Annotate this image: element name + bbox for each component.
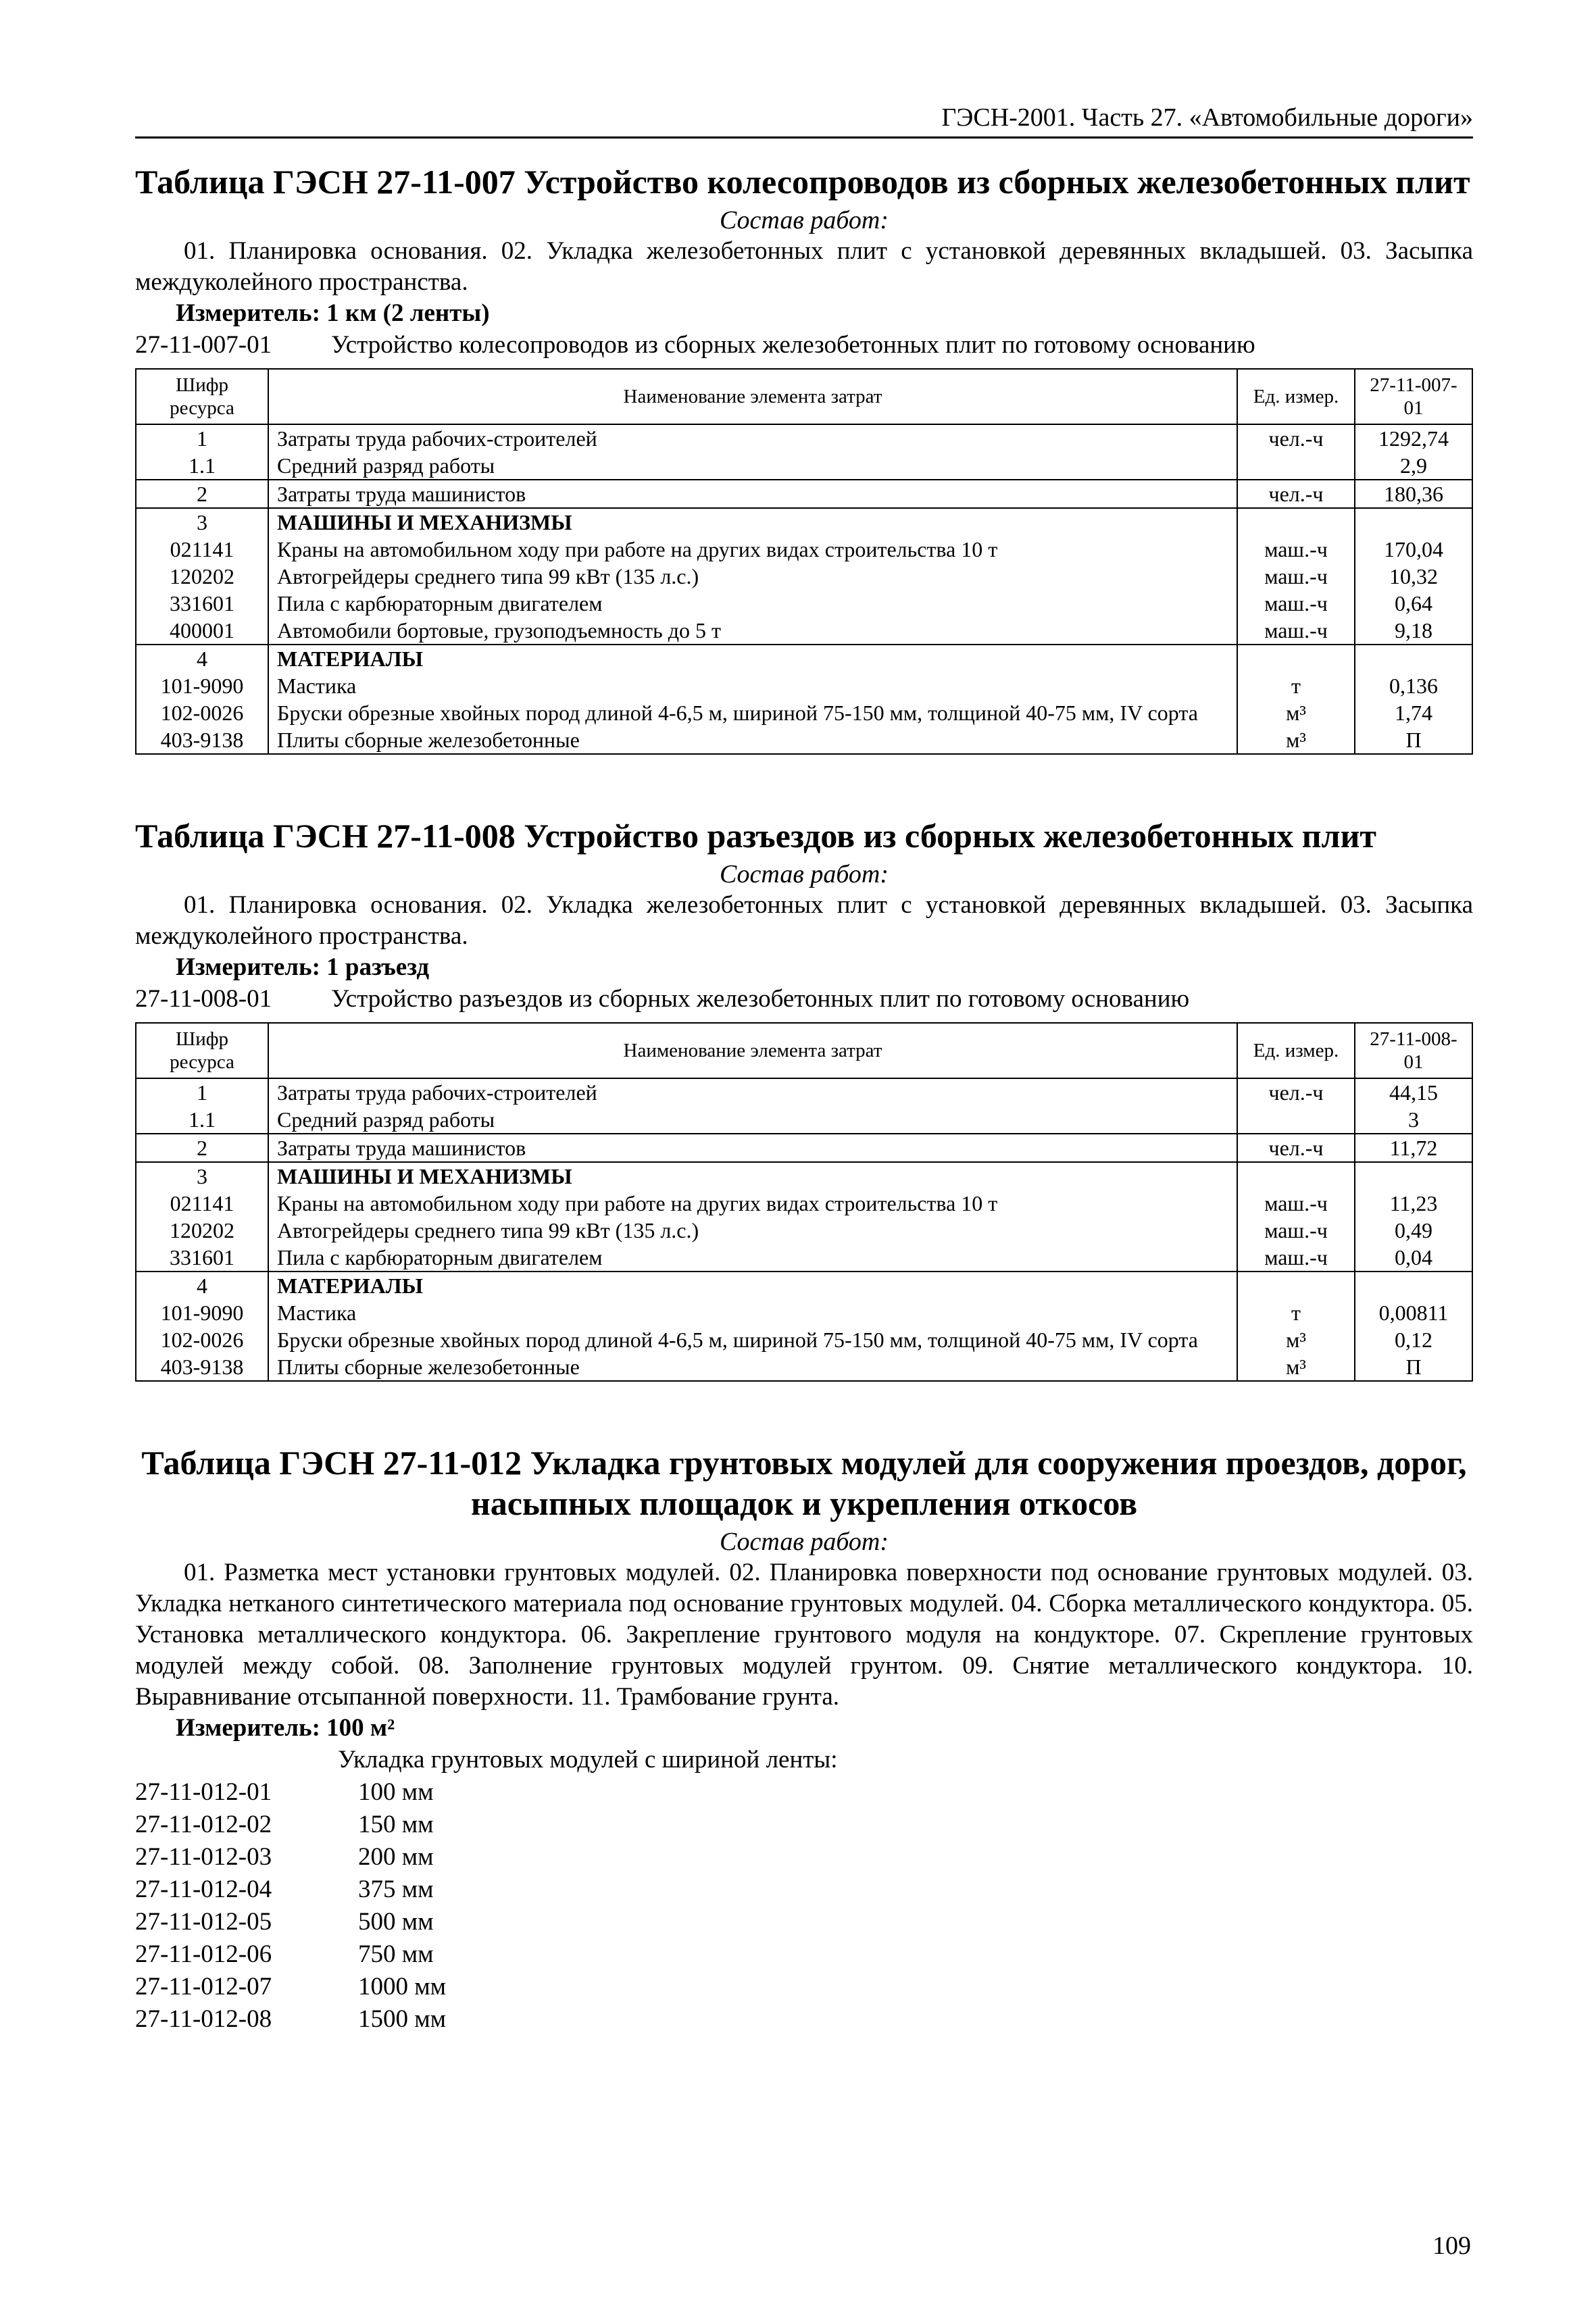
resource-name-cell: Пила с карбюраторным двигателем	[268, 590, 1237, 617]
list-item	[135, 1906, 1473, 1938]
resource-code-cell: 021141	[136, 536, 268, 563]
unit-cell: маш.-ч	[1237, 1244, 1355, 1272]
works-description: 01. Планировка основания. 02. Укладка железобетонных плит с установкой деревянных вкладышей. 03. Засыпка междуколейного пространства.	[135, 891, 1473, 950]
list-item	[135, 1776, 1473, 1809]
col-header-name: Наименование элемента затрат	[268, 369, 1237, 424]
unit-cell: маш.-ч	[1237, 1190, 1355, 1217]
unit-cell: маш.-ч	[1237, 563, 1355, 590]
norm-name: 750 мм	[358, 1940, 434, 1968]
col-header-code: Шифр ресурса	[136, 369, 268, 424]
resource-name-cell: Бруски обрезные хвойных пород длиной 4-6,5 м, шириной 75-150 мм, толщиной 40-75 мм, IV сорта	[268, 699, 1237, 726]
norm-code: 27-11-012-06	[135, 1940, 272, 1968]
table-body	[136, 1078, 1472, 1381]
norm-name: Устройство разъездов из сборных железобетонных плит по готовому основанию	[331, 985, 1190, 1013]
norm-code: 27-11-007-01	[135, 331, 272, 359]
value-cell: 0,49	[1355, 1217, 1472, 1244]
norm-code: 27-11-012-04	[135, 1876, 272, 1903]
table-header-row	[136, 369, 1472, 424]
unit-cell: маш.-ч	[1237, 1217, 1355, 1244]
resource-code-cell: 4	[136, 1272, 268, 1299]
value-cell: 9,18	[1355, 617, 1472, 645]
section-title: Таблица ГЭСН 27-11-007 Устройство колесопроводов из сборных железобетонных плит	[135, 163, 1470, 201]
table-row	[136, 1272, 1472, 1299]
resource-name-cell: Затраты труда машинистов	[268, 480, 1237, 508]
value-cell: 2,9	[1355, 452, 1472, 480]
resource-name-cell: МАШИНЫ И МЕХАНИЗМЫ	[268, 1162, 1237, 1190]
col-header-value: 27-11-007-01	[1355, 369, 1472, 424]
resource-code-cell: 1	[136, 1078, 268, 1106]
col-header-code: Шифр ресурса	[136, 1023, 268, 1078]
table-row	[136, 452, 1472, 480]
table-row	[136, 617, 1472, 645]
unit-cell	[1237, 452, 1355, 480]
table-row	[136, 1326, 1472, 1353]
table-row	[136, 645, 1472, 672]
resource-name-cell: Краны на автомобильном ходу при работе на других видах строительства 10 т	[268, 1190, 1237, 1217]
section-title: Таблица ГЭСН 27-11-012 Укладка грунтовых модулей для сооружения проездов, дорог, насыпных площадок и укрепления откосов	[141, 1444, 1467, 1522]
works-heading: Состав работ:	[719, 1528, 889, 1556]
col-header-unit: Ед. измер.	[1237, 1023, 1355, 1078]
resource-name-cell: МАШИНЫ И МЕХАНИЗМЫ	[268, 508, 1237, 536]
resource-name-cell: МАТЕРИАЛЫ	[268, 1272, 1237, 1299]
resource-name-cell: Затраты труда машинистов	[268, 1134, 1237, 1162]
value-cell	[1355, 508, 1472, 536]
value-cell: 0,00811	[1355, 1299, 1472, 1326]
works-heading: Состав работ:	[719, 206, 889, 234]
resource-name-cell: Затраты труда рабочих-строителей	[268, 424, 1237, 452]
col-header-name: Наименование элемента затрат	[268, 1023, 1237, 1078]
norm-code: 27-11-012-08	[135, 2005, 272, 2033]
resource-code-cell: 3	[136, 508, 268, 536]
resource-name-cell: Автогрейдеры среднего типа 99 кВт (135 л.с.)	[268, 563, 1237, 590]
value-cell: 1,74	[1355, 699, 1472, 726]
col-header-unit: Ед. измер.	[1237, 369, 1355, 424]
resource-name-cell: Мастика	[268, 672, 1237, 699]
resource-table	[135, 1022, 1473, 1382]
resource-name-cell: Средний разряд работы	[268, 1106, 1237, 1134]
unit-cell: чел.-ч	[1237, 1078, 1355, 1106]
resource-name-cell: Бруски обрезные хвойных пород длиной 4-6,5 м, шириной 75-150 мм, толщиной 40-75 мм, IV сорта	[268, 1326, 1237, 1353]
norm-name: Устройство колесопроводов из сборных железобетонных плит по готовому основанию	[331, 331, 1255, 359]
resource-code-cell: 400001	[136, 617, 268, 645]
document-page	[135, 101, 1473, 2036]
page-number: 109	[1432, 2232, 1471, 2260]
resource-name-cell: Средний разряд работы	[268, 452, 1237, 480]
value-cell: 0,04	[1355, 1244, 1472, 1272]
value-cell	[1355, 1162, 1472, 1190]
table-row	[136, 1190, 1472, 1217]
resource-name-cell: Мастика	[268, 1299, 1237, 1326]
list-item	[135, 1938, 1473, 1971]
table-row	[136, 1299, 1472, 1326]
unit-cell: чел.-ч	[1237, 1134, 1355, 1162]
table-row	[136, 1353, 1472, 1381]
unit-cell	[1237, 645, 1355, 672]
unit-cell	[1237, 1272, 1355, 1299]
value-cell: 3	[1355, 1106, 1472, 1134]
unit-cell	[1237, 508, 1355, 536]
norm-list-intro: Укладка грунтовых модулей с шириной ленты:	[338, 1746, 838, 1774]
resource-code-cell: 1.1	[136, 1106, 268, 1134]
norm-name: 100 мм	[358, 1778, 434, 1806]
meter-label: Измеритель: 1 км (2 ленты)	[176, 299, 490, 327]
unit-cell: т	[1237, 672, 1355, 699]
resource-code-cell: 1.1	[136, 452, 268, 480]
list-item	[135, 2003, 1473, 2036]
table-row	[136, 1134, 1472, 1162]
norm-name: 500 мм	[358, 1908, 434, 1936]
meter-label: Измеритель: 1 разъезд	[176, 953, 430, 981]
norm-code: 27-11-012-03	[135, 1843, 272, 1871]
resource-code-cell: 1	[136, 424, 268, 452]
table-row	[136, 672, 1472, 699]
value-cell	[1355, 1272, 1472, 1299]
meter-label: Измеритель: 100 м²	[176, 1714, 395, 1742]
resource-code-cell: 331601	[136, 1244, 268, 1272]
unit-cell: м³	[1237, 1353, 1355, 1381]
unit-cell	[1237, 1106, 1355, 1134]
unit-cell: маш.-ч	[1237, 617, 1355, 645]
resource-name-cell: Затраты труда рабочих-строителей	[268, 1078, 1237, 1106]
resource-code-cell: 403-9138	[136, 726, 268, 754]
norm-name: 150 мм	[358, 1811, 434, 1838]
section-title: Таблица ГЭСН 27-11-008 Устройство разъездов из сборных железобетонных плит	[135, 817, 1376, 855]
resource-name-cell: Краны на автомобильном ходу при работе на других видах строительства 10 т	[268, 536, 1237, 563]
table-row	[136, 1244, 1472, 1272]
unit-cell: чел.-ч	[1237, 424, 1355, 452]
works-description: 01. Планировка основания. 02. Укладка железобетонных плит с установкой деревянных вкладышей. 03. Засыпка междуколейного пространства.	[135, 237, 1473, 296]
norm-code: 27-11-012-07	[135, 1973, 272, 2001]
norm-name: 1500 мм	[358, 2005, 447, 2033]
table-row	[136, 590, 1472, 617]
resource-code-cell: 120202	[136, 1217, 268, 1244]
resource-code-cell: 120202	[136, 563, 268, 590]
unit-cell: маш.-ч	[1237, 590, 1355, 617]
unit-cell: м³	[1237, 1326, 1355, 1353]
section-27-11-012	[135, 1442, 1473, 2036]
value-cell: П	[1355, 726, 1472, 754]
value-cell	[1355, 645, 1472, 672]
col-header-value: 27-11-008-01	[1355, 1023, 1472, 1078]
unit-cell: чел.-ч	[1237, 480, 1355, 508]
norm-name: 1000 мм	[358, 1973, 447, 2001]
norm-line	[135, 329, 1473, 361]
value-cell: 0,136	[1355, 672, 1472, 699]
table-row	[136, 1162, 1472, 1190]
section-27-11-008	[135, 815, 1473, 1382]
table-row	[136, 1217, 1472, 1244]
resource-name-cell: Пила с карбюраторным двигателем	[268, 1244, 1237, 1272]
table-row	[136, 726, 1472, 754]
table-row	[136, 699, 1472, 726]
list-item	[135, 1841, 1473, 1873]
value-cell: 170,04	[1355, 536, 1472, 563]
table-row	[136, 508, 1472, 536]
resource-code-cell: 403-9138	[136, 1353, 268, 1381]
value-cell: 0,64	[1355, 590, 1472, 617]
list-item	[135, 1809, 1473, 1841]
resource-code-cell: 102-0026	[136, 699, 268, 726]
resource-table	[135, 368, 1473, 755]
running-header: ГЭСН-2001. Часть 27. «Автомобильные дороги»	[135, 101, 1473, 139]
table-row	[136, 563, 1472, 590]
resource-name-cell: МАТЕРИАЛЫ	[268, 645, 1237, 672]
unit-cell: м³	[1237, 726, 1355, 754]
table-row	[136, 536, 1472, 563]
value-cell: 44,15	[1355, 1078, 1472, 1106]
norm-code: 27-11-012-01	[135, 1778, 272, 1806]
resource-name-cell: Плиты сборные железобетонные	[268, 1353, 1237, 1381]
norm-code: 27-11-012-05	[135, 1908, 272, 1936]
unit-cell: маш.-ч	[1237, 536, 1355, 563]
list-item	[135, 1873, 1473, 1906]
norm-name: 375 мм	[358, 1876, 434, 1903]
value-cell: 0,12	[1355, 1326, 1472, 1353]
table-header-row	[136, 1023, 1472, 1078]
resource-name-cell: Плиты сборные железобетонные	[268, 726, 1237, 754]
resource-name-cell: Автогрейдеры среднего типа 99 кВт (135 л.с.)	[268, 1217, 1237, 1244]
table-row	[136, 1078, 1472, 1106]
unit-cell	[1237, 1162, 1355, 1190]
resource-code-cell: 101-9090	[136, 1299, 268, 1326]
resource-code-cell: 102-0026	[136, 1326, 268, 1353]
list-item	[135, 1971, 1473, 2003]
resource-code-cell: 021141	[136, 1190, 268, 1217]
value-cell: 1292,74	[1355, 424, 1472, 452]
unit-cell: т	[1237, 1299, 1355, 1326]
norm-line	[135, 983, 1473, 1015]
unit-cell: м³	[1237, 699, 1355, 726]
resource-code-cell: 331601	[136, 590, 268, 617]
norm-code: 27-11-012-02	[135, 1811, 272, 1838]
value-cell: 180,36	[1355, 480, 1472, 508]
table-row	[136, 480, 1472, 508]
table-body	[136, 424, 1472, 754]
resource-code-cell: 2	[136, 480, 268, 508]
table-row	[136, 1106, 1472, 1134]
resource-code-cell: 101-9090	[136, 672, 268, 699]
table-row	[136, 424, 1472, 452]
value-cell: 11,23	[1355, 1190, 1472, 1217]
resource-code-cell: 2	[136, 1134, 268, 1162]
works-heading: Состав работ:	[719, 860, 889, 888]
resource-code-cell: 3	[136, 1162, 268, 1190]
works-description: 01. Разметка мест установки грунтовых модулей. 02. Планировка поверхности под основание грунтовых модулей. 03. Укладка нетканого синтетического материала под основание грунтовых модулей. 04. Сборка металлического кондуктора. 05. Установка металлического кондуктора. 06. Закрепление грунтового модуля на кондукторе. 07. Скрепление грунтовых модулей между собой. 08. Заполнение грунтовых модулей грунтом. 09. Снятие металлического кондуктора. 10. Выравнивание отсыпанной поверхности. 11. Трамбование грунта.	[135, 1559, 1473, 1711]
section-27-11-007	[135, 161, 1473, 755]
norm-name: 200 мм	[358, 1843, 434, 1871]
resource-name-cell: Автомобили бортовые, грузоподъемность до 5 т	[268, 617, 1237, 645]
value-cell: П	[1355, 1353, 1472, 1381]
resource-code-cell: 4	[136, 645, 268, 672]
value-cell: 10,32	[1355, 563, 1472, 590]
norm-list	[135, 1744, 1473, 2036]
norm-code: 27-11-008-01	[135, 985, 272, 1013]
value-cell: 11,72	[1355, 1134, 1472, 1162]
